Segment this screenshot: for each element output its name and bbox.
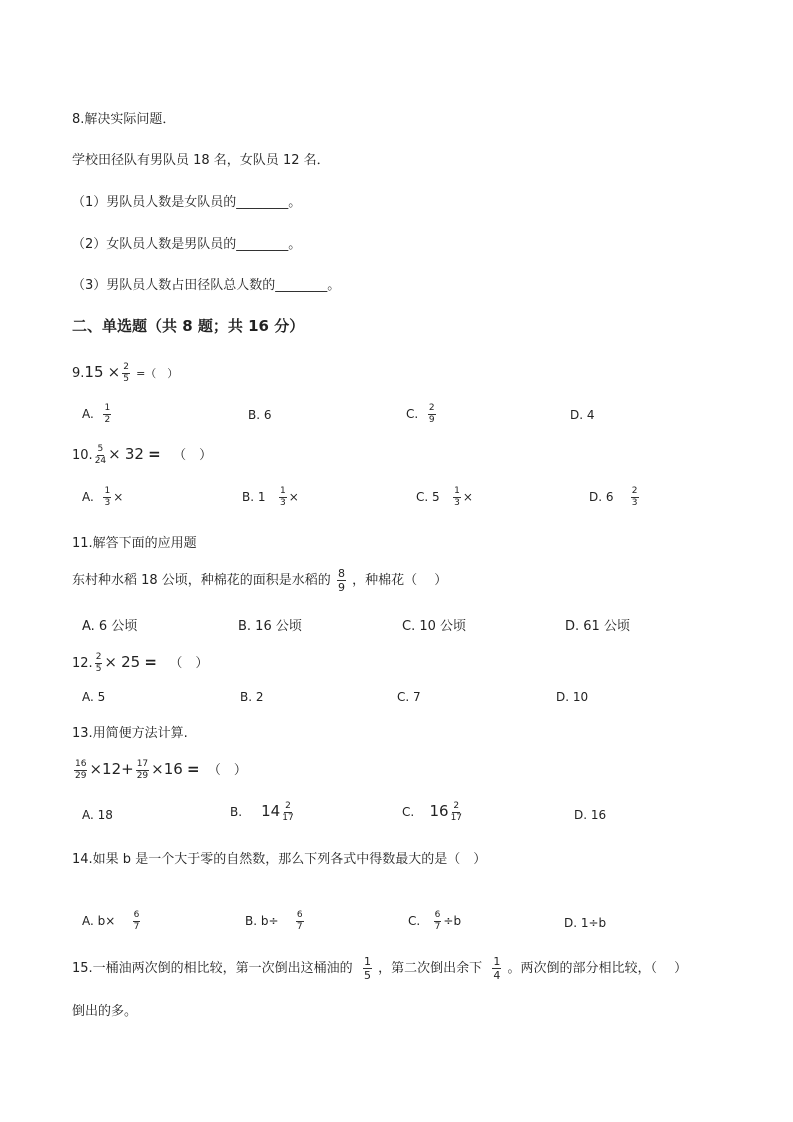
q13-option-b[interactable]: B. 14 $\frac{2}{17}$ [230, 801, 294, 823]
q12-frac: $\frac{2}{5}$ [95, 652, 102, 674]
q11-statement: 东村种水稻 18 公顷，种棉花的面积是水稻的 $\frac{8}{9}$ ，种棉花（ ） [72, 567, 448, 594]
section-heading: 二、单选题（共 8 题；共 16 分） [72, 317, 305, 335]
q10-option-d[interactable]: D. 6 $\frac{2}{3}$ [589, 486, 638, 508]
q14-option-a-frac: $\frac{6}{7}$ [133, 910, 140, 932]
q13-expression: $\frac{16}{29}$ ×12+ $\frac{17}{29}$ ×16 = （ ） [75, 759, 247, 781]
q9-tail: =（ ） [136, 367, 179, 380]
q14-option-c-frac: $\frac{6}{7}$ [434, 910, 441, 932]
q9-stem [72, 362, 178, 385]
q12-stem [72, 652, 208, 675]
q12-eq: = [144, 653, 157, 671]
q13-option-a[interactable]: A. 18 [82, 808, 113, 822]
q8-statement: 学校田径队有男队员 18 名，女队员 12 名． [72, 153, 330, 168]
q15-frac-1: $\frac{1}{5}$ [363, 955, 371, 982]
q11-option-b[interactable]: B. 16 公顷 [238, 619, 302, 634]
q10-option-c[interactable]: C. 5 $\frac{1}{3}$ × [416, 486, 473, 508]
q8-title: 8.解决实际问题． [72, 112, 176, 127]
q13-option-c-frac: $\frac{2}{17}$ [450, 801, 463, 823]
q10-b: 32 [124, 445, 144, 463]
q8-part-2: （2）女队员人数是男队员的________。 [72, 237, 302, 252]
q12-option-b[interactable]: B. 2 [240, 690, 264, 704]
q15-text: 15.一桶油两次倒的相比较，第一次倒出这桶油的 $\frac{1}{5}$ ，第二次倒出余下 $\frac{1}{4}$ 。两次倒的部分相比较，（ ） [72, 955, 688, 982]
q9-option-c[interactable]: C. $\frac{2}{9}$ [406, 403, 435, 425]
q10-times: × [108, 445, 121, 463]
q9-prefix: 9. [72, 366, 85, 381]
q12-option-d[interactable]: D. 10 [556, 690, 589, 704]
q8-part-3: （3）男队员人数占田径队总人数的________。 [72, 278, 341, 293]
q13-frac-1: $\frac{16}{29}$ [75, 759, 87, 781]
q10-option-d-frac: $\frac{2}{3}$ [631, 486, 638, 508]
q13-option-c[interactable]: C. 16 $\frac{2}{17}$ [402, 801, 463, 823]
q13-option-b-frac: $\frac{2}{17}$ [282, 801, 294, 823]
q8-part-1: （1）男队员人数是女队员的________。 [72, 195, 302, 210]
q12-times: × [104, 653, 117, 671]
q10-prefix: 10. [72, 448, 93, 463]
q10-eq: = [148, 445, 161, 463]
q14-option-b[interactable]: B. b÷ $\frac{6}{7}$ [245, 910, 303, 932]
q14-option-c[interactable]: C. $\frac{6}{7}$ ÷b [408, 910, 462, 932]
q14-title: 14.如果 b 是一个大于零的自然数，那么下列各式中得数最大的是（ ） [72, 852, 487, 867]
q12-prefix: 12. [72, 656, 93, 671]
q11-frac: $\frac{8}{9}$ [337, 567, 345, 594]
q11-option-d[interactable]: D. 61 公顷 [565, 619, 630, 634]
q15-line-2: 倒出的多。 [72, 1004, 138, 1019]
q10-option-b-frac: $\frac{1}{3}$ [279, 486, 286, 508]
q12-option-c[interactable]: C. 7 [397, 690, 421, 704]
q9-a: 15 [84, 363, 104, 381]
q10-option-b[interactable]: B. 1 $\frac{1}{3}$ × [242, 486, 299, 508]
q14-option-a[interactable]: A. b× $\frac{6}{7}$ [82, 910, 140, 932]
q9-option-b[interactable]: B. 6 [248, 408, 272, 422]
q10-option-c-frac: $\frac{1}{3}$ [454, 486, 460, 508]
q11-option-c[interactable]: C. 10 公顷 [402, 619, 467, 634]
q14-option-d[interactable]: D. 1÷b [564, 916, 607, 930]
q12-option-a[interactable]: A. 5 [82, 690, 106, 704]
q14-option-b-frac: $\frac{6}{7}$ [296, 910, 303, 932]
q12-b: 25 [121, 653, 141, 671]
q10-frac: $\frac{5}{24}$ [94, 444, 107, 466]
q13-title: 13.用简便方法计算. [72, 726, 188, 741]
q10-stem [72, 444, 212, 467]
q11-option-a[interactable]: A. 6 公顷 [82, 619, 138, 634]
q10-tail: （ ） [173, 448, 213, 463]
q10-option-a-frac: $\frac{1}{3}$ [104, 486, 111, 508]
q15-frac-2: $\frac{1}{4}$ [493, 955, 501, 982]
q9-times: × [107, 363, 121, 381]
q9-frac: $\frac{2}{5}$ [123, 362, 129, 384]
q12-tail: （ ） [169, 656, 209, 671]
q9-option-d[interactable]: D. 4 [570, 408, 595, 422]
q13-option-d[interactable]: D. 16 [574, 808, 607, 822]
q9-option-c-frac: $\frac{2}{9}$ [428, 403, 435, 425]
q13-frac-2: $\frac{17}{29}$ [136, 759, 149, 781]
q10-option-a[interactable]: A. $\frac{1}{3}$ × [82, 486, 124, 508]
q9-option-a[interactable]: A. $\frac{1}{2}$ [82, 403, 111, 425]
q9-option-a-frac: $\frac{1}{2}$ [104, 403, 111, 425]
q11-title: 11.解答下面的应用题 [72, 536, 197, 551]
